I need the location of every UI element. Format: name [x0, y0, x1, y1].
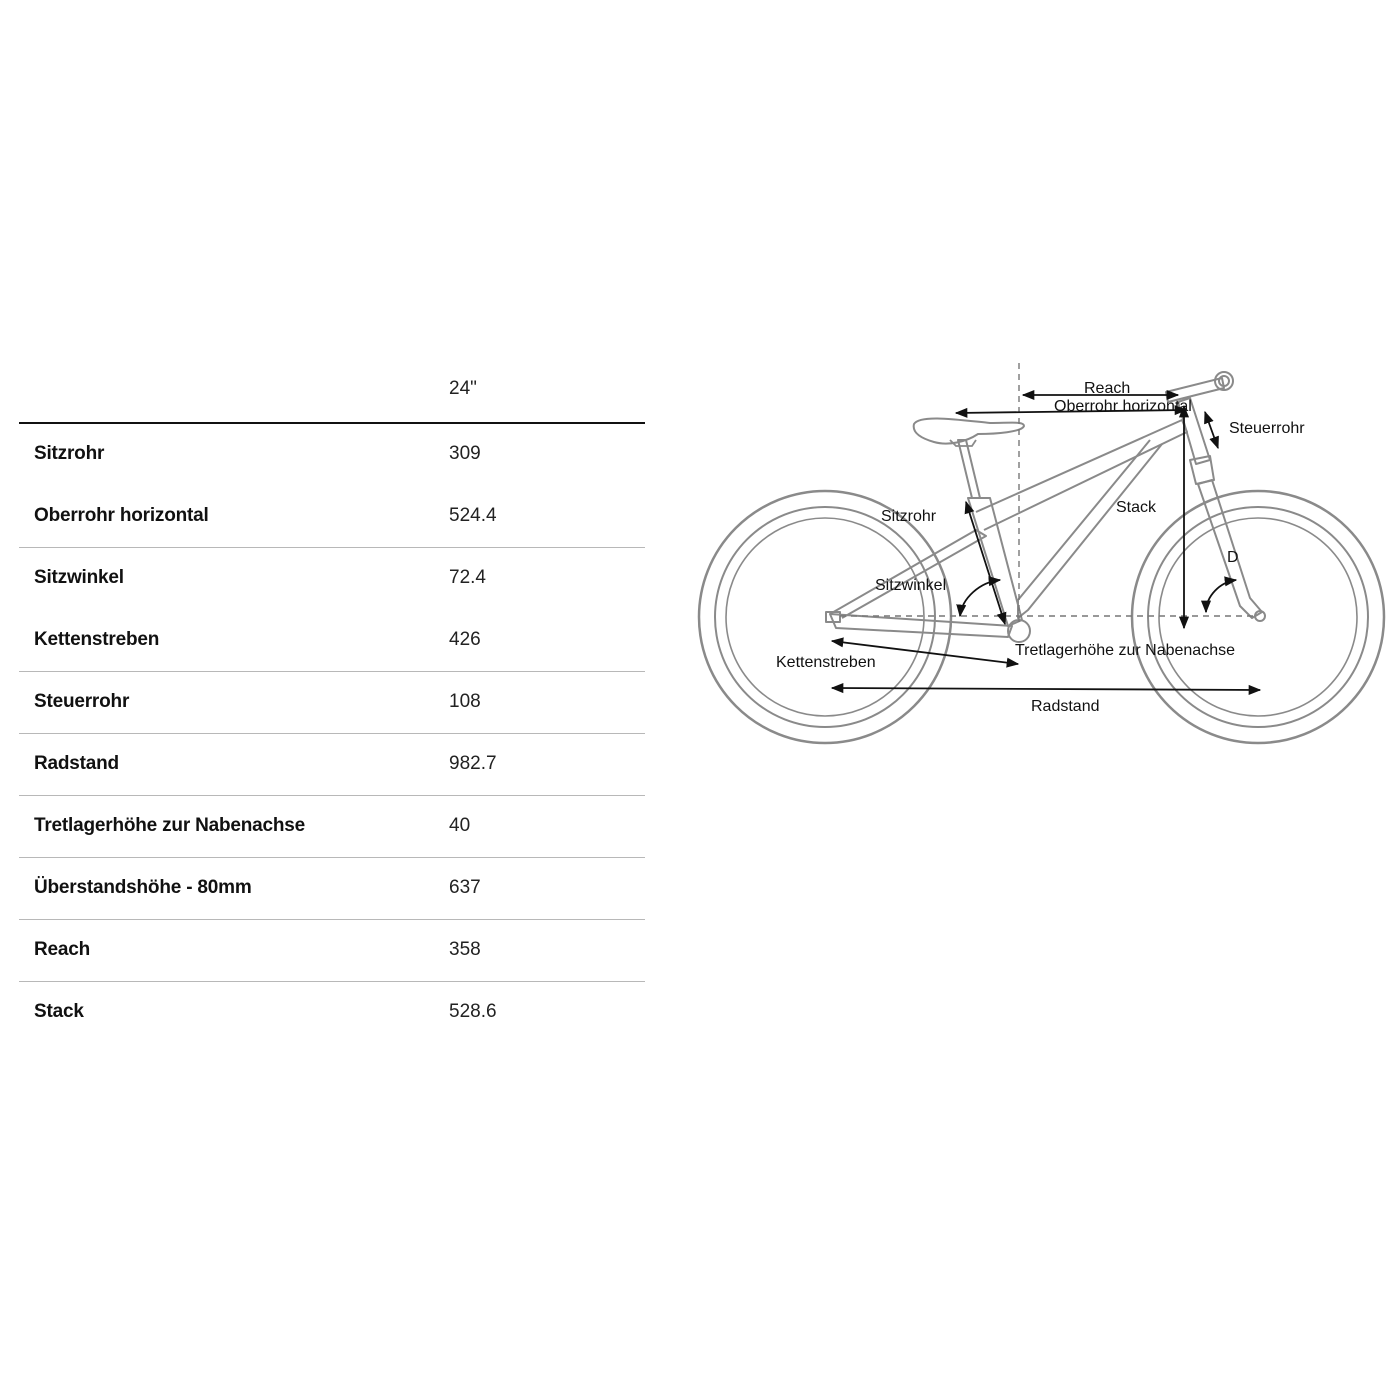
label-sitzrohr: Sitzrohr [881, 508, 937, 525]
row-label: Oberrohr horizontal [34, 505, 209, 526]
table-header [19, 360, 645, 424]
table-row [19, 734, 645, 796]
table-row [19, 548, 645, 610]
row-value: 524.4 [449, 505, 497, 526]
row-value: 426 [449, 629, 481, 650]
label-radstand: Radstand [1031, 698, 1100, 715]
label-sitzwinkel: Sitzwinkel [875, 577, 947, 594]
table-row [19, 982, 645, 1044]
saddle [914, 418, 1024, 443]
label-stack: Stack [1116, 499, 1157, 516]
label-reach: Reach [1084, 380, 1131, 397]
row-value: 358 [449, 939, 481, 960]
front-wheel [1132, 491, 1384, 743]
label-steuerrohr: Steuerrohr [1229, 420, 1305, 437]
table-row [19, 610, 645, 672]
row-label: Stack [34, 1001, 84, 1022]
row-value: 637 [449, 877, 481, 898]
row-label: Tretlagerhöhe zur Nabenachse [34, 815, 306, 836]
bike-geometry-diagram [690, 355, 1400, 765]
row-label: Steuerrohr [34, 691, 130, 712]
row-value: 528.6 [449, 1001, 497, 1022]
label-oberrohr: Oberrohr horizontal [1054, 398, 1192, 415]
row-label: Radstand [34, 753, 119, 774]
table-row [19, 672, 645, 734]
label-d: D [1227, 549, 1239, 566]
bike-drawing [690, 355, 1400, 765]
table-row [19, 486, 645, 548]
row-label: Reach [34, 939, 91, 960]
row-value: 309 [449, 443, 481, 464]
row-value: 982.7 [449, 753, 497, 774]
row-value: 72.4 [449, 567, 486, 588]
row-label: Überstandshöhe - 80mm [34, 877, 252, 898]
size-column-header: 24" [449, 378, 477, 399]
table-row [19, 424, 645, 486]
table-row [19, 796, 645, 858]
label-kettenstreben: Kettenstreben [776, 654, 876, 671]
row-label: Sitzrohr [34, 443, 105, 464]
table-row [19, 858, 645, 920]
label-tretlager: Tretlagerhöhe zur Nabenachse [1015, 642, 1235, 659]
table-row [19, 920, 645, 982]
row-label: Sitzwinkel [34, 567, 124, 588]
row-value: 108 [449, 691, 481, 712]
row-label: Kettenstreben [34, 629, 160, 650]
row-value: 40 [449, 815, 471, 836]
geometry-table [19, 360, 645, 1044]
